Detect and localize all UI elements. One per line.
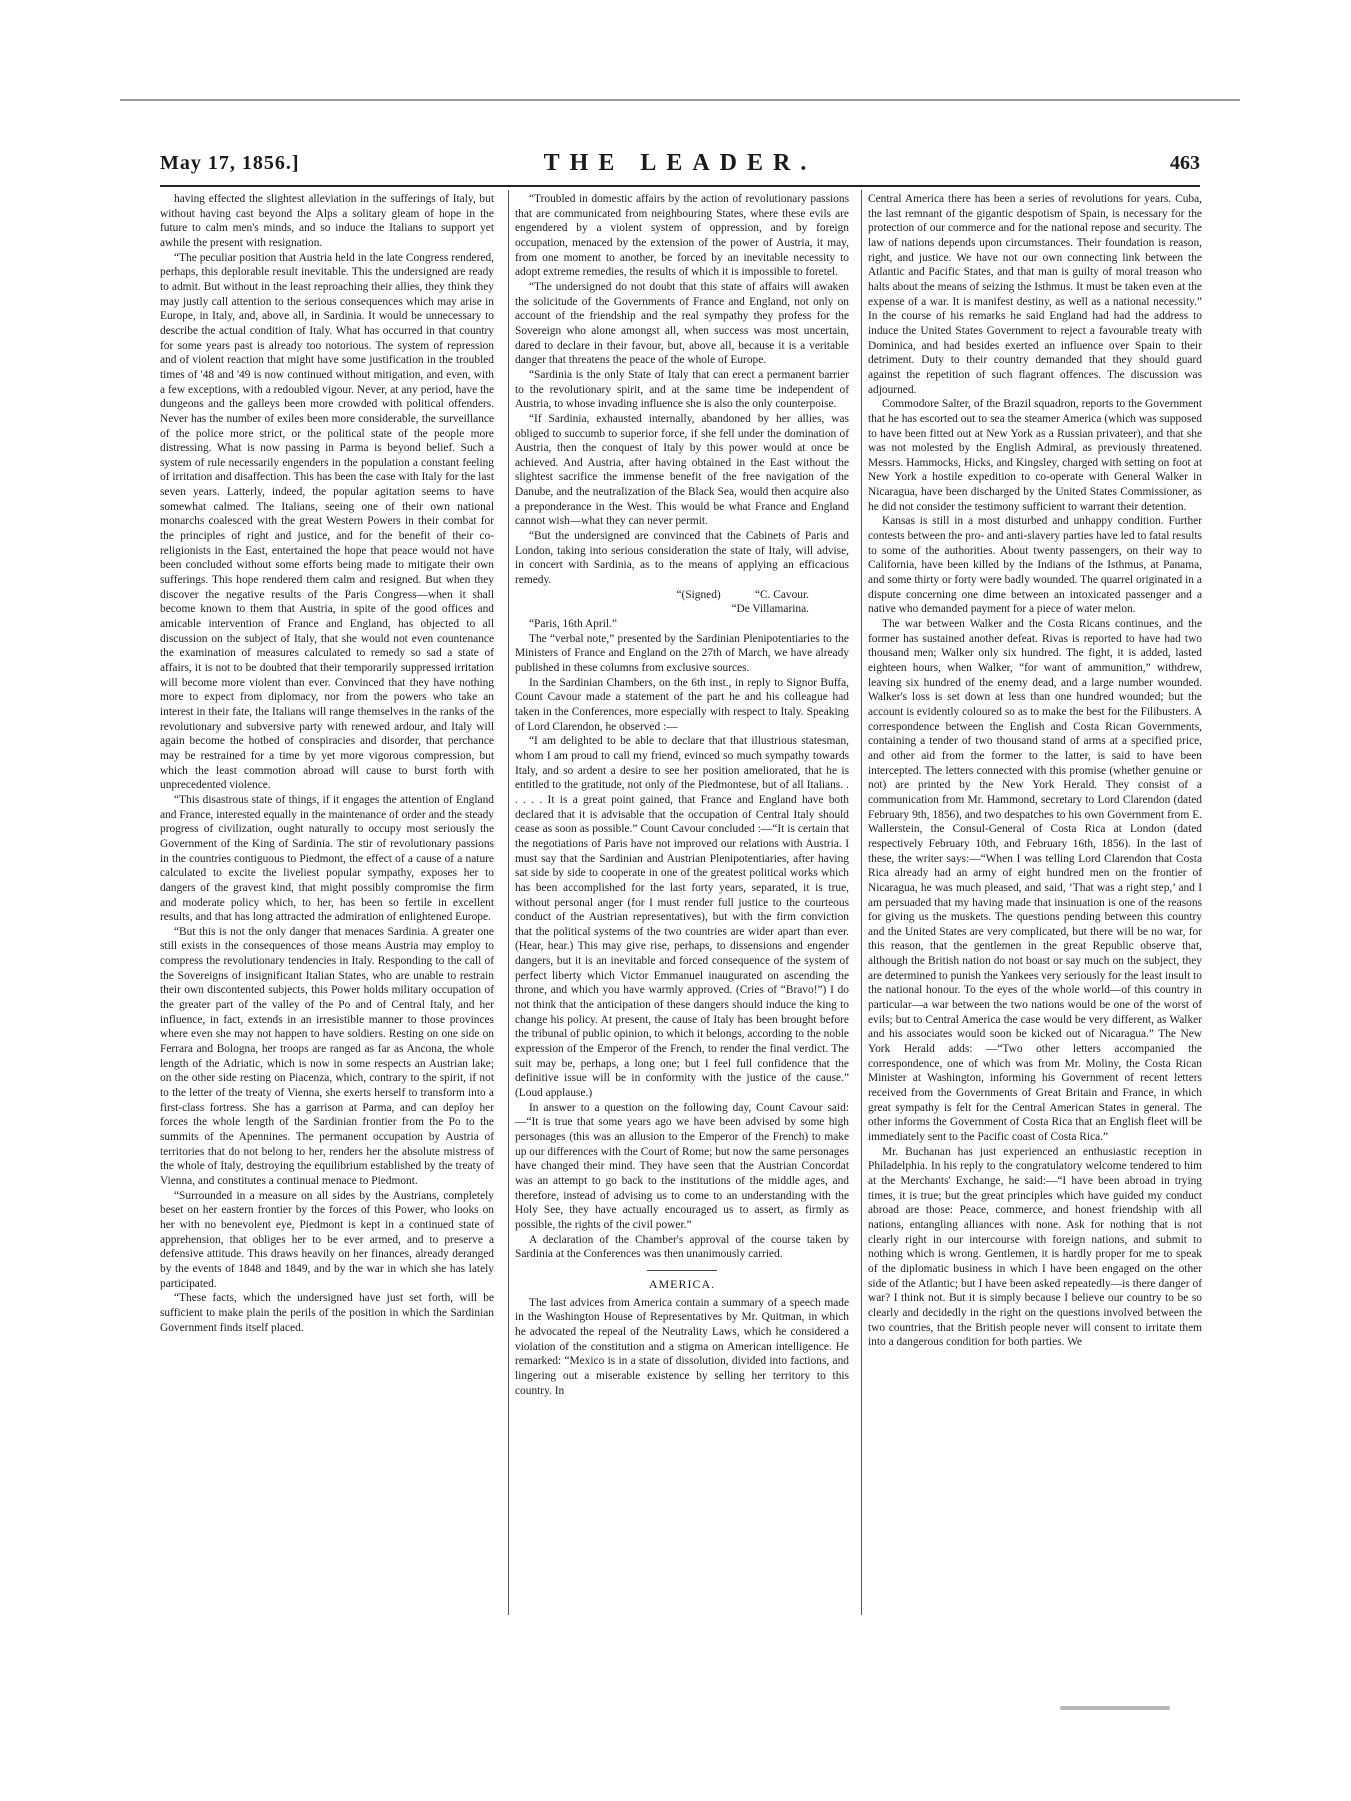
signature-line: “(Signed) “C. Cavour.: [676, 588, 809, 601]
column-divider: [508, 190, 509, 1615]
paragraph: “Sardinia is the only State of Italy that can erect a permanent barrier to the revolutionary spirit, and at the same time be independent of Austria, to whose invading influence she is also the only counterpoise.: [515, 368, 849, 411]
paragraph: having effected the slightest alleviation in the sufferings of Italy, but without having cast beyond the Alps a solitary gleam of hope in the future to calm men's minds, and so induce the Italians to support yet awhile the present with resignation.: [160, 193, 494, 249]
page-header: [160, 150, 1200, 180]
top-edge-line: [120, 99, 1240, 101]
paragraph: “This disastrous state of things, if it engages the attention of England and France, interested equally in the maintenance of order and the steady progress of civilization, ought naturally to occupy most seriously the Government of the King of Sardinia. The stir of revolutionary passions in the countries contiguous to Piedmont, the effect of a cause of a nature calculated to excite the liveliest popular sympathy, exposes her to dangers of the gravest kind, that might possibly compromise the firm and moderate policy which, to her, has been so fertile in excellent results, and that has long attracted the admiration of enlightened Europe.: [160, 793, 494, 924]
paragraph: “I am delighted to be able to declare that that illustrious statesman, whom I am proud to call my friend, evinced so much sympathy towards Italy, and so ardent a desire to see her position ameliorated, that he is entitled to the gratitude, not only of the Piedmontese, but of all Italians. . . . . . It is a great point gained, that France and England have both declared that it is advisable that the occupation of Central Italy should cease as soon as possible.” Count Cavour concluded :—“It is certain that the negotiations of Paris have not improved our relations with Austria. I must say that the Sardinian and Austrian Plenipotentiaries, after having sat side by side to cooperate in one of the greatest political works which has been accomplished for the last forty years, separated, it is true, without personal anger (for I must render full justice to the courteous conduct of the Austrian representatives), but with the firm conviction that the political systems of the two countries are wider apart than ever. (Hear, hear.) This may give rise, perhaps, to dissensions and engender dangers, but it is an inevitable and forced consequence of the system of perfect liberty which Victor Emmanuel inaugurated on ascending the throne, and which you have warmly approved. (Cries of “Bravo!”) I do not think that the anticipation of these dangers should induce the king to change his policy. At present, the cause of Italy has been brought before the tribunal of public opinion, to which it belongs, according to the noble expression of the Emperor of the French, to render the final verdict. The suit may be, perhaps, a long one; but I feel full confidence that the definitive issue will be in conformity with the justice of the cause.” (Loud applause.): [515, 735, 849, 1100]
paragraph: A declaration of the Chamber's approval of the course taken by Sardinia at the Conferences was then unanimously carried.: [515, 1233, 849, 1261]
masthead-title: THE LEADER.: [543, 150, 817, 176]
paragraph: “Surrounded in a measure on all sides by the Austrians, completely beset on her eastern frontier by the forces of this Power, who looks on her with no benevolent eye, Piedmont is kept in a continued state of apprehension, that obliges her to be ever armed, and to preserve a defensive attitude. This draws heavily on her finances, already deranged by the events of 1848 and 1849, and by the war in which she has lately participated.: [160, 1189, 494, 1290]
paragraph: In the Sardinian Chambers, on the 6th inst., in reply to Signor Buffa, Count Cavour made a statement of the part he and his colleague had taken in the Conferences, more especially with respect to Italy. Speaking of Lord Clarendon, he observed :—: [515, 676, 849, 733]
section-heading: AMERICA.: [648, 1276, 716, 1291]
issue-date: May 17, 1856.]: [160, 152, 300, 174]
paragraph: “The undersigned do not doubt that this state of affairs will awaken the solicitude of the Governments of France and England, not only on account of the friendship and the real sympathy they profess for the Sovereign who alone amongst all, when success was most uncertain, dared to declare in their favour, but, above all, because it is a veritable danger that threatens the peace of the whole of Europe.: [515, 280, 849, 367]
paragraph: Kansas is still in a most disturbed and unhappy condition. Further contests between the pro- and anti-slavery parties have led to fatal results to some of the authorities. About twenty passengers, on their way to California, have been killed by the Indians of the Isthmus, at Panama, and some thirty or forty were badly wounded. The quarrel originated in a dispute concerning one dime between an intoxicated passenger and a native who demanded payment for a piece of water melon.: [868, 515, 1202, 616]
column-divider: [861, 190, 862, 1615]
column-3: [868, 192, 1202, 1617]
header-rule: [160, 185, 1200, 187]
paragraph: The war between Walker and the Costa Ricans continues, and the former has sustained another defeat. Rivas is reported to have had two thousand men; Walker only six hundred. The fight, it is added, lasted eighteen hours, when Walker, “for want of ammunition,” withdrew, leaving six hundred of the enemy dead, and a large number wounded. Walker's loss is set down at less than one hundred wounded; but the account is evidently coloured so as to make the best for the Filibusters. A correspondence between the English and Costa Rican Governments, containing a tender of two thousand stand of arms at a specified price, and other aid from the former to the latter, is said to have been intercepted. The letters connected with this promise (whether genuine or not) are printed by the New York Herald. They consist of a communication from Mr. Hammond, secretary to Lord Clarendon (dated February 9th, 1856), and two despatches to his own Government from E. Wallerstein, the Consul-General of Costa Rica at London (dated respectively February 10th, and February 16th, 1856). In the last of these, the writer says:—“When I was telling Lord Clarendon that Costa Rica already had an army of eight hundred men on the frontier of Nicaragua, he was much pleased, and said, ‘That was a right step,’ and I am persuaded that my having made that insinuation is one of the reasons for giving us the muskets. The questions pending between this country and the United States are very complicated, but there will be no war, for this reason, that the gentlemen in the great Republic observe that, although the British nation do not boast or say much on the subject, they are determined to punish the Yankees very seriously for the least insult to the national honour. To the eyes of the whole world—of this country in particular—a war between the two nations would be one of the worst of evils; but to Central America the case would be very different, as Walker and his associates would soon be kicked out of Nicaragua.” The New York Herald adds: —“Two other letters accompanied the correspondence, one of which was from Mr. Moliny, the Costa Rican Minister at Washington, informing his Government of recent letters received from the Governments of Great Britain and France, in which great sympathy is felt for the Central American States in general. The other informs the Government of Costa Rica that an English fleet will be immediately sent to the Pacific coast of Costa Rica.”: [868, 618, 1202, 1143]
paragraph: Commodore Salter, of the Brazil squadron, reports to the Government that he has escorted out to sea the steamer America (which was supposed to have been fitted out at New York as a Russian privateer), and that she was not molested by the English Admiral, as previously threatened. Messrs. Hammocks, Hicks, and Kingsley, charged with setting on foot at New York a hostile expedition to co-operate with General Walker in Nicaragua, have been discharged by the United States Commissioner, as he did not consider the testimony sufficient to warrant their detention.: [868, 398, 1202, 513]
paragraph: Mr. Buchanan has just experienced an enthusiastic reception in Philadelphia. In his reply to the congratulatory welcome tendered to him at the Merchants' Exchange, he said:—“I have been abroad in trying times, it is true; but the great principles which have guided my conduct abroad are those: Peace, commerce, and honest friendship with all nations, entangling alliances with none. Ask for nothing that is not clearly right in our intercourse with foreign nations, and submit to nothing which is wrong. Gentlemen, it is hardly proper for me to speak of the diplomatic business in which I have been engaged on the other side of the Atlantic; but I have been asked repeatedly—is there danger of war? I think not. But it is simply because I believe our country to be so clearly and decidedly in the right on the questions involved between the two countries, that the British people never will consent to irritate them into a dangerous condition for both parties. We: [868, 1145, 1202, 1349]
column-2: [515, 192, 849, 1617]
paragraph: “Paris, 16th April.”: [529, 618, 617, 631]
ink-smear: [1060, 1706, 1170, 1710]
page-number: 463: [1170, 152, 1200, 174]
paragraph: Central America there has been a series of revolutions for years. Cuba, the last remnant of the gigantic despotism of Spain, is necessary for the protection of our commerce and for the national repose and security. The law of nations depends upon circumstances. Their foundation is reason, right, and justice. We have not our own connecting link between the Atlantic and Pacific States, and that man is guilty of moral treason who halts about the means of seizing the Isthmus. It must be taken even at the expense of a war. It is manifest destiny, as well as a national necessity.” In the course of his remarks he said England had had the address to induce the United States Government to reject a favourable treaty with Dominica, and had besides exerted an influence over Spain to their detriment. Duty to their country demanded that they should guard against the repetition of such flagrant offences. The discussion was adjourned.: [868, 193, 1202, 396]
paragraph: The last advices from America contain a summary of a speech made in the Washington House of Representatives by Mr. Quitman, in which he advocated the repeal of the Neutrality Laws, which he considered a violation of the constitution and a stigma on American intelligence. He remarked: “Mexico is in a state of dissolution, divided into factions, and lingering out a miserable existence by selling her territory to this country. In: [515, 1296, 849, 1397]
paragraph: “These facts, which the undersigned have just set forth, will be sufficient to make plain the perils of the position in which the Sardinian Government finds itself placed.: [160, 1292, 494, 1334]
column-1: [160, 192, 494, 1617]
paragraph: “Troubled in domestic affairs by the action of revolutionary passions that are communicated from neighbouring States, where these evils are engendered by a violent system of oppression, and by foreign occupation, menaced by the extension of the power of Austria, it may, from one moment to another, be forced by an inevitable necessity to adopt extreme remedies, the results of which it is impossible to foretel.: [515, 193, 849, 279]
paragraph: “The peculiar position that Austria held in the late Congress rendered, perhaps, this deplorable result inevitable. This the undersigned are ready to admit. But without in the least reproaching their allies, they think they may justly call attention to the serious consequences which may arise in Europe, in Italy, and, above all, in Sardinia. It would be unnecessary to describe the actual condition of Italy. What has occurred in that country for some years past is already too notorious. The system of repression and of violent reaction that might have some justification in the troubled times of '48 and '49 is now continued without mitigation, and even, with a few exceptions, with a redoubled vigour. Never, at any period, have the dungeons and the galleys been more crowded with political offenders. Never has the number of exiles been more considerable, the surveillance of the police more strict, or the political state of the people more distressing. What is now passing in Parma is beyond belief. Such a system of rule necessarily engenders in the population a constant feeling of irritation and disaffection. This has been the case with Italy for the last seven years. Latterly, indeed, the popular agitation seems to have somewhat calmed. The Italians, seeing one of their own national monarchs coalesced with the great Western Powers in their combat for the principles of right and justice, and for the benefit of their co-religionists in the East, entertained the hope that peace would not have been concluded without some efforts being made to mitigate their own sufferings. This hope rendered them calm and resigned. But when they discover the negative results of the Paris Congress—when it shall become known to them that Austria, in spite of the good offices and amicable intervention of France and England, has objected to all discussion on the subject of Italy, that she would not even countenance the examination of measures calculated to remedy so sad a state of affairs, it is not to be doubted that their temporarily suppressed irritation will become more violent than ever. Convinced that they have nothing more to expect from diplomacy, nor from the powers who take an interest in their fate, the Italians will range themselves in the ranks of the revolutionary and subversive party with renewed ardour, and Italy will again become the hotbed of conspiracies and disorder, that perchance may be restrained for a time by yet more vigorous compression, but which the least commotion abroad will cause to burst forth with unprecedented violence.: [160, 251, 494, 792]
paragraph: “If Sardinia, exhausted internally, abandoned by her allies, was obliged to succumb to superior force, if she fell under the domination of Austria, then the conquest of Italy by this power would at once be achieved. And Austria, after having obtained in the East without the slightest sacrifice the immense benefit of the free navigation of the Danube, and the neutralization of the Black Sea, would then acquire also a preponderance in the West. This would be what France and England cannot wish—what they can never permit.: [515, 412, 849, 528]
paragraph: “But the undersigned are convinced that the Cabinets of Paris and London, taking into serious consideration the state of Italy, will advise, in concert with Sardinia, as to the means of applying an efficacious remedy.: [515, 530, 849, 587]
section-rule: [647, 1270, 717, 1271]
signature-line: “De Villamarina.: [731, 603, 809, 616]
paragraph: In answer to a question on the following day, Count Cavour said:—“It is true that some years ago we have been advised by some high personages (this was an allusion to the Emperor of the French) to make up our differences with the Court of Rome; but now the same personages have changed their mind. They have seen that the Austrian Concordat was an attempt to go back to the institutions of the middle ages, and therefore, instead of advising us to come to an understanding with the Holy See, they have actually encouraged us to assert, as firmly as possible, the rights of the civil power.”: [515, 1101, 849, 1231]
paragraph: “But this is not the only danger that menaces Sardinia. A greater one still exists in the consequences of those means Austria may employ to compress the revolutionary tendencies in Italy. Responding to the call of the Sovereigns of insignificant Italian States, who are unable to restrain their own discontented subjects, this Power holds military occupation of the greater part of the valley of the Po and of Central Italy, and her influence, in fact, extends in an irresistible manner to those provinces where even she may not happen to have soldiers. Resting on one side on Ferrara and Bologna, her troops are ranged as far as Ancona, the whole length of the Adriatic, which is now in some respects an Austrian lake; on the other side resting on Piacenza, which, contrary to the spirit, if not to the letter of the treaty of Vienna, she exerts herself to transform into a first-class fortress. She has a garrison at Parma, and can deploy her forces the whole length of the Sardinian frontier from the Po to the summits of the Apennines. The permanent occupation by Austria of territories that do not belong to her, renders her the absolute mistress of the whole of Italy, destroying the equilibrium established by the treaty of Vienna, and constitutes a continual menace to Piedmont.: [160, 925, 494, 1187]
paragraph: The “verbal note,” presented by the Sardinian Plenipotentiaries to the Ministers of France and England on the 27th of March, we have already published in these columns from exclusive sources.: [515, 632, 849, 674]
